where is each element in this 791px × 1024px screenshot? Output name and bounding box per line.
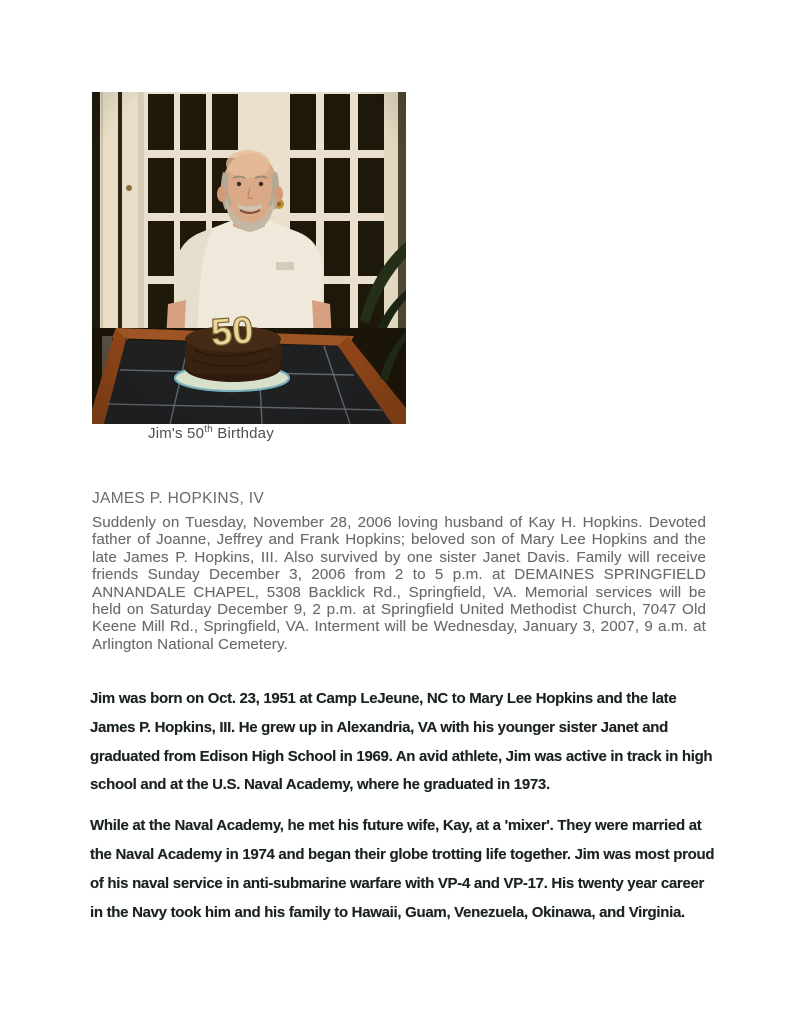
biography-paragraph-navy-career: While at the Naval Academy, he met his future wife, Kay, at a 'mixer'. They were married at the Naval Academy in 1974 and began their globe trotting life together. Jim was most proud of his naval service in anti-submarine warfare with VP-4 and VP-17. His twenty year career in the Navy took him and his family to Hawaii, Guam, Venezuela, Okinawa, and Virginia. — [90, 817, 715, 921]
biography-paragraph-early-life: Jim was born on Oct. 23, 1951 at Camp LeJeune, NC to Mary Lee Hopkins and the late James P. Hopkins, III. He grew up in Alexandria, VA with his younger sister Janet and graduated from Edison High School in 1969. An avid athlete, Jim was active in track in high school and at the U.S. Naval Academy, where he graduated in 1973. — [90, 690, 713, 794]
birthday-photo — [92, 92, 406, 424]
photo-caption-text-end: Birthday — [212, 425, 274, 442]
obituary-name-heading: JAMES P. HOPKINS, IV — [92, 490, 264, 507]
obituary-notice-paragraph: Suddenly on Tuesday, November 28, 2006 loving husband of Kay H. Hopkins. Devoted father of Joanne, Jeffrey and Frank Hopkins; beloved son of Mary Lee Hopkins and the late James P. Hopkins, III. Also survived by one sister Janet Davis. Family will receive friends Sunday December 3, 2006 from 2 to 5 p.m. at DEMAINES SPRINGFIELD ANNANDALE CHAPEL, 5308 Backlick Rd., Springfield, VA. Memorial services will be held on Saturday December 9, 2 p.m. at Springfield United Methodist Church, 7047 Old Keene Mill Rd., Springfield, VA. Interment will be Wednesday, January 3, 2007, 9 a.m. at Arlington National Cemetery. — [92, 514, 706, 653]
birthday-photo-illustration — [92, 92, 406, 424]
photo-caption-superscript: th — [204, 424, 213, 435]
photo-caption — [148, 425, 274, 442]
photo-caption-text: Jim's 50 — [148, 425, 205, 442]
biography-section — [90, 685, 718, 927]
